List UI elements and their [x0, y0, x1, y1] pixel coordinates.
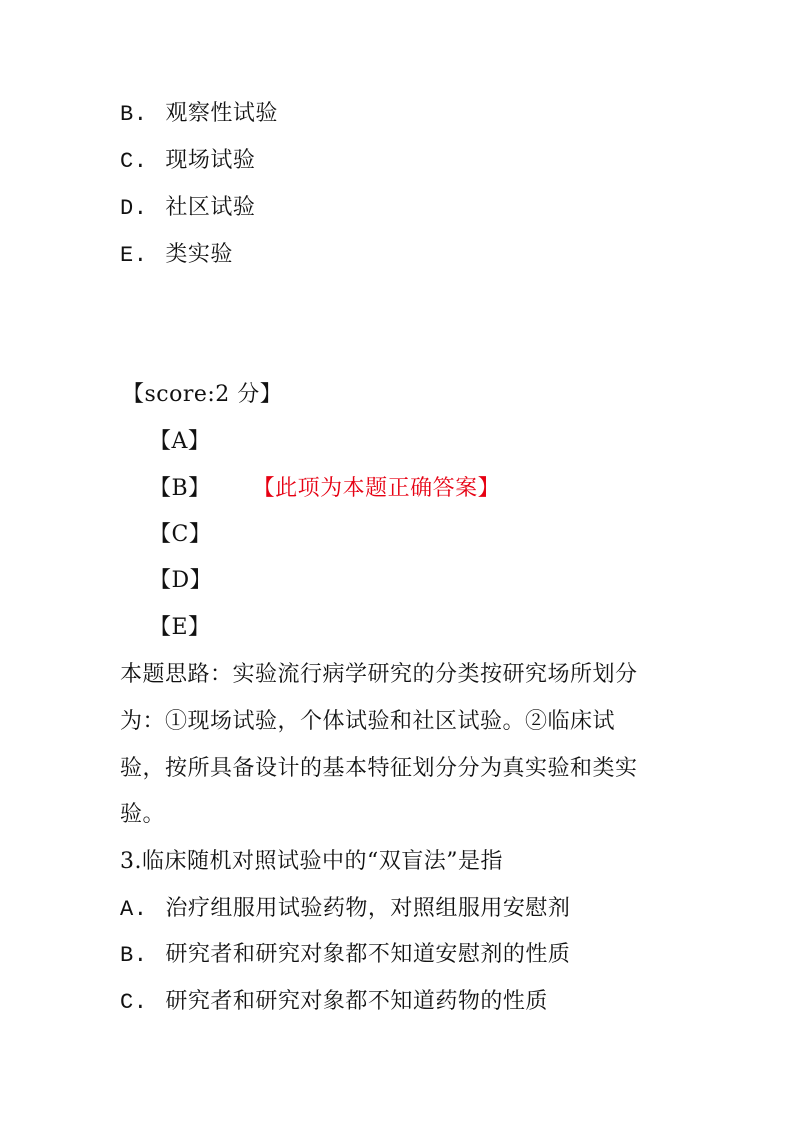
- option-e: [120, 241, 233, 270]
- option-c: [120, 147, 255, 176]
- option-text: 类实验: [165, 242, 233, 267]
- option-separator: .: [133, 990, 148, 1015]
- explanation-line: 验。: [120, 802, 166, 827]
- question-3-option-a: [120, 895, 570, 924]
- option-letter: E: [120, 243, 134, 268]
- score-label: 【score:2 分】: [122, 382, 283, 407]
- option-separator: .: [133, 943, 148, 968]
- option-letter: B: [120, 102, 134, 127]
- answer-choice-a: [149, 428, 210, 456]
- answer-choice-d: [149, 567, 212, 595]
- option-separator: .: [133, 196, 148, 221]
- correct-answer-note: 【此项为本题正确答案】: [252, 476, 501, 501]
- option-text: 现场试验: [165, 148, 256, 173]
- option-separator: .: [133, 243, 148, 268]
- explanation-line: 本题思路：实验流行病学研究的分类按研究场所划分: [120, 662, 638, 687]
- question-3-option-b: [120, 941, 570, 970]
- option-text: 观察性试验: [165, 101, 278, 126]
- option-text: 社区试验: [165, 195, 256, 220]
- option-letter: A: [120, 897, 134, 922]
- option-text: 研究者和研究对象都不知道药物的性质: [165, 989, 548, 1014]
- answer-choice-label: 【A】: [149, 429, 211, 454]
- explanation-line: 验，按所具备设计的基本特征划分分为真实验和类实: [120, 756, 638, 781]
- answer-choice-b: [149, 475, 500, 503]
- answer-choice-label: 【D】: [149, 568, 213, 593]
- explanation-line: 为：①现场试验，个体试验和社区试验。②临床试: [120, 709, 616, 734]
- option-letter: D: [120, 196, 134, 221]
- option-d: [120, 194, 255, 223]
- question-3-stem: 3.临床随机对照试验中的“双盲法”是指: [120, 849, 503, 874]
- option-letter: B: [120, 943, 134, 968]
- question-3-option-c: [120, 988, 548, 1017]
- option-b: [120, 100, 278, 129]
- answer-choice-label: 【E】: [149, 615, 211, 640]
- option-letter: C: [120, 990, 134, 1015]
- answer-choice-c: [149, 521, 211, 549]
- answer-choice-e: [149, 614, 211, 642]
- option-separator: .: [133, 102, 148, 127]
- option-separator: .: [133, 897, 148, 922]
- answer-choice-label: 【B】: [149, 476, 211, 501]
- option-letter: C: [120, 149, 134, 174]
- answer-choice-label: 【C】: [149, 522, 212, 547]
- option-text: 治疗组服用试验药物，对照组服用安慰剂: [165, 896, 571, 921]
- option-text: 研究者和研究对象都不知道安慰剂的性质: [165, 942, 571, 967]
- option-separator: .: [133, 149, 148, 174]
